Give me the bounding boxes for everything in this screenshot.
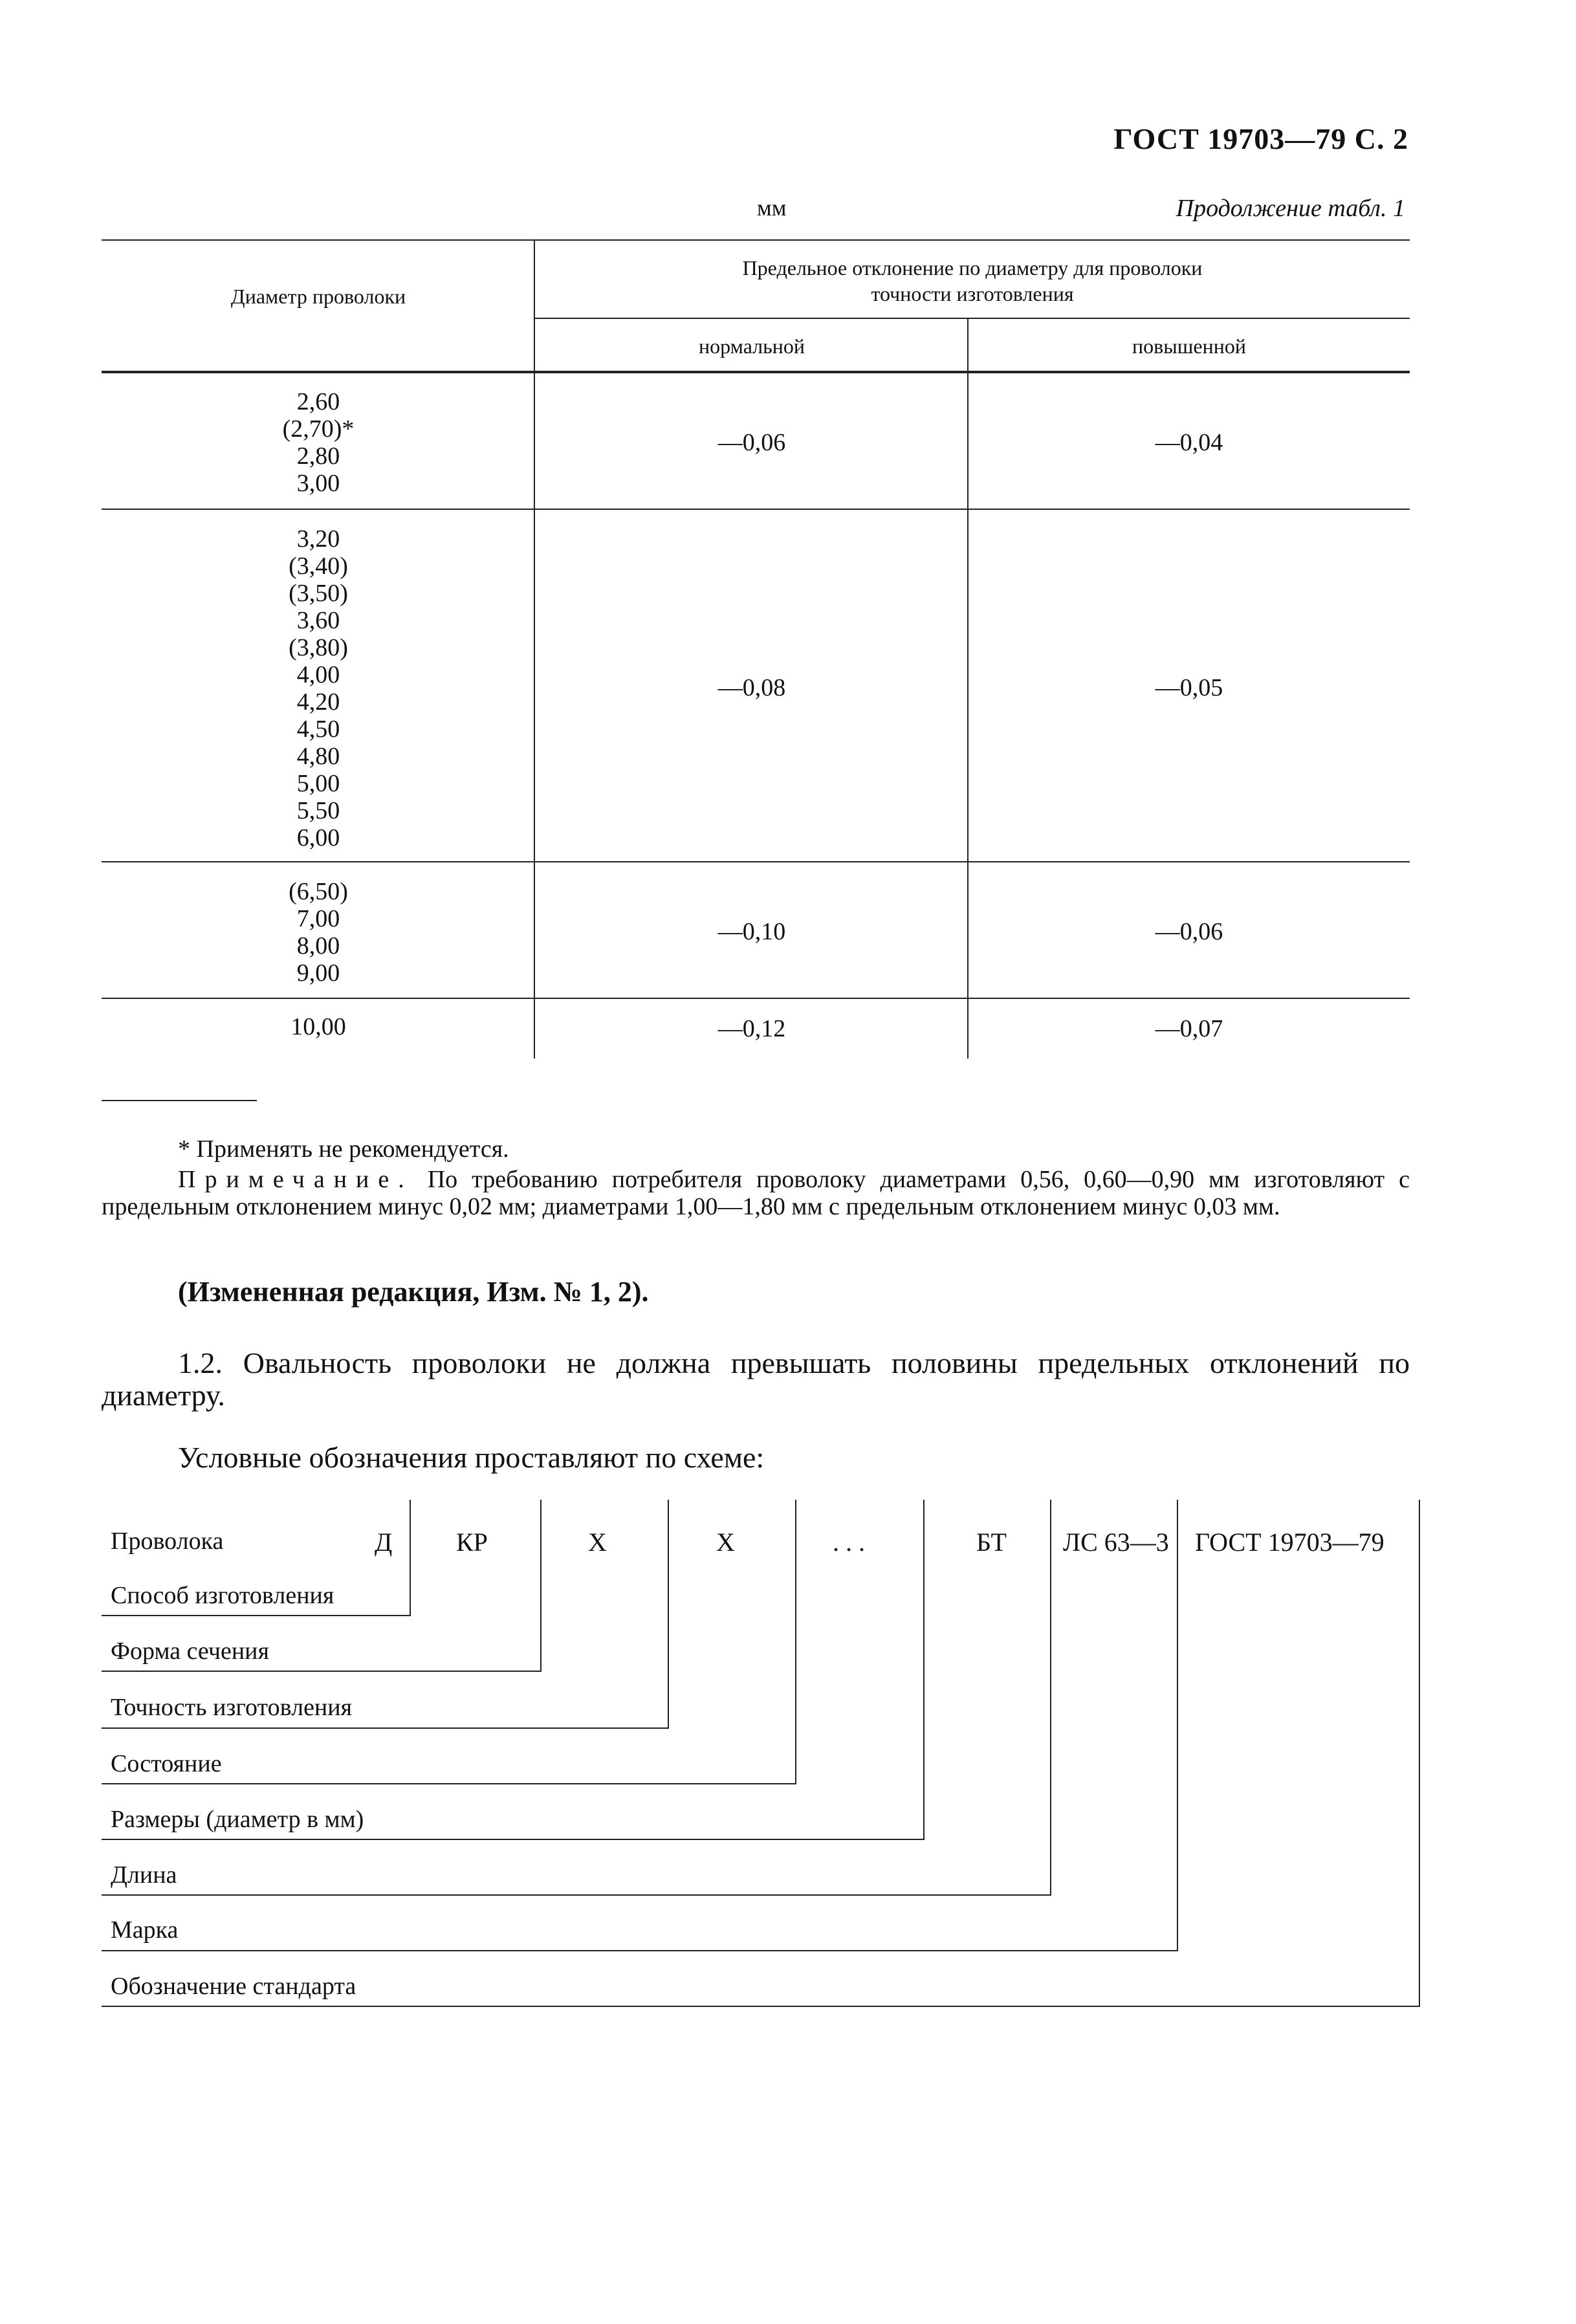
leader-h-state [102, 1783, 796, 1784]
leader-v-accuracy [668, 1500, 669, 1729]
code-length: БТ [976, 1528, 1007, 1557]
header-normal: нормальной [699, 334, 805, 358]
code-standard: ГОСТ 19703—79 [1195, 1528, 1384, 1557]
leader-v-grade [1177, 1500, 1178, 1951]
scheme-intro: Условные обозначения проставляют по схеме: [178, 1441, 765, 1474]
leader-h-standard [102, 2006, 1420, 2007]
row1-increased: —0,04 [1155, 429, 1223, 456]
label-state: Состояние [111, 1750, 222, 1777]
clause-1-2: 1.2. Овальность проволоки не должна превышать половины предельных отклонений по диаметру. [102, 1346, 1410, 1412]
row4-diameters [102, 1013, 535, 1040]
leader-v-state [795, 1500, 796, 1784]
row3-diameters [102, 878, 535, 987]
note [102, 1166, 1410, 1220]
code-method: Д [375, 1528, 393, 1557]
header-increased: повышенной [1132, 334, 1246, 358]
deviation-table [102, 239, 1410, 1061]
diameter-value: 5,50 [296, 797, 340, 824]
diameter-value: 4,00 [296, 661, 340, 688]
label-accuracy: Точность изготовления [111, 1694, 353, 1721]
diameter-value: 2,80 [296, 443, 340, 470]
label-grade: Марка [111, 1916, 179, 1944]
diameter-value: 8,00 [296, 932, 340, 959]
header-group-line1: Предельное отклонение по диаметру для проволоки [742, 256, 1203, 280]
diameter-value: 9,00 [296, 959, 340, 987]
diameter-value: 10,00 [290, 1013, 346, 1040]
leader-h-size [102, 1839, 925, 1840]
row1-diameters [102, 388, 535, 497]
table-continuation: Продолжение табл. 1 [1176, 195, 1405, 222]
table-unit: мм [757, 195, 787, 221]
leader-v-method [410, 1500, 411, 1616]
label-wire: Проволока [111, 1528, 224, 1555]
row1-normal: —0,06 [717, 429, 786, 456]
row2-increased: —0,05 [1155, 674, 1223, 701]
leader-v-size [923, 1500, 925, 1840]
diameter-value: (2,70)* [282, 415, 355, 443]
leader-v-length [1050, 1500, 1051, 1896]
table-top-rule [102, 239, 1410, 241]
label-standard: Обозначение стандарта [111, 1973, 356, 2000]
table-row-rule [102, 861, 1410, 862]
diameter-value: 3,60 [296, 607, 340, 634]
leader-h-length [102, 1894, 1051, 1896]
leader-h-method [102, 1615, 411, 1616]
leader-h-section [102, 1671, 542, 1672]
code-grade: ЛС 63—3 [1063, 1528, 1169, 1557]
row2-normal: —0,08 [717, 674, 786, 701]
label-method: Способ изготовления [111, 1582, 334, 1609]
table-row-rule [102, 509, 1410, 510]
table-header-rule [102, 371, 1410, 373]
diameter-value: (3,80) [289, 634, 348, 661]
label-size: Размеры (диаметр в мм) [111, 1806, 364, 1833]
diameter-value: 7,00 [296, 905, 340, 932]
header-group [535, 255, 1410, 307]
code-state: Х [716, 1528, 735, 1557]
footnote: * Применять не рекомендуется. [178, 1135, 509, 1163]
diameter-value: 4,50 [296, 716, 340, 743]
row4-normal: —0,12 [717, 1015, 786, 1042]
diameter-value: 4,20 [296, 688, 340, 716]
table-row-rule [102, 998, 1410, 999]
table-group-rule [535, 318, 1410, 319]
diameter-value: (3,50) [289, 580, 348, 607]
diameter-value: 5,00 [296, 770, 340, 797]
row3-normal: —0,10 [717, 918, 786, 945]
revision-note: (Измененная редакция, Изм. № 1, 2). [178, 1276, 649, 1308]
header-diameter: Диаметр проволоки [230, 285, 406, 308]
leader-v-standard [1419, 1500, 1420, 2007]
code-accuracy: Х [588, 1528, 607, 1557]
leader-h-grade [102, 1950, 1178, 1951]
label-section: Форма сечения [111, 1638, 269, 1665]
label-length: Длина [111, 1861, 177, 1889]
leader-h-accuracy [102, 1727, 669, 1729]
diameter-value: 2,60 [296, 388, 340, 415]
diameter-value: 4,80 [296, 743, 340, 770]
code-section: КР [456, 1528, 488, 1557]
note-label: Примечание. [178, 1166, 413, 1193]
note-text: По требованию потребителя проволоку диаметрами 0,56, 0,60—0,90 мм изготовляют с предельным отклонением минус 0,02 мм; диаметрами 1,00—1,80 мм с предельным отклонением минус 0,03 мм. [102, 1166, 1410, 1220]
diameter-value: (6,50) [289, 878, 348, 905]
diameter-value: 3,20 [296, 525, 340, 553]
footnote-rule [102, 1100, 257, 1101]
page-header: ГОСТ 19703—79 С. 2 [1113, 122, 1408, 155]
row4-increased: —0,07 [1155, 1015, 1223, 1042]
diameter-value: (3,40) [289, 553, 348, 580]
code-size: . . . [833, 1528, 865, 1557]
row3-increased: —0,06 [1155, 918, 1223, 945]
leader-v-section [540, 1500, 542, 1672]
header-group-line2: точности изготовления [871, 282, 1074, 305]
diameter-value: 6,00 [296, 824, 340, 851]
diameter-value: 3,00 [296, 470, 340, 497]
row2-diameters [102, 525, 535, 851]
designation-scheme [102, 1500, 1421, 2011]
